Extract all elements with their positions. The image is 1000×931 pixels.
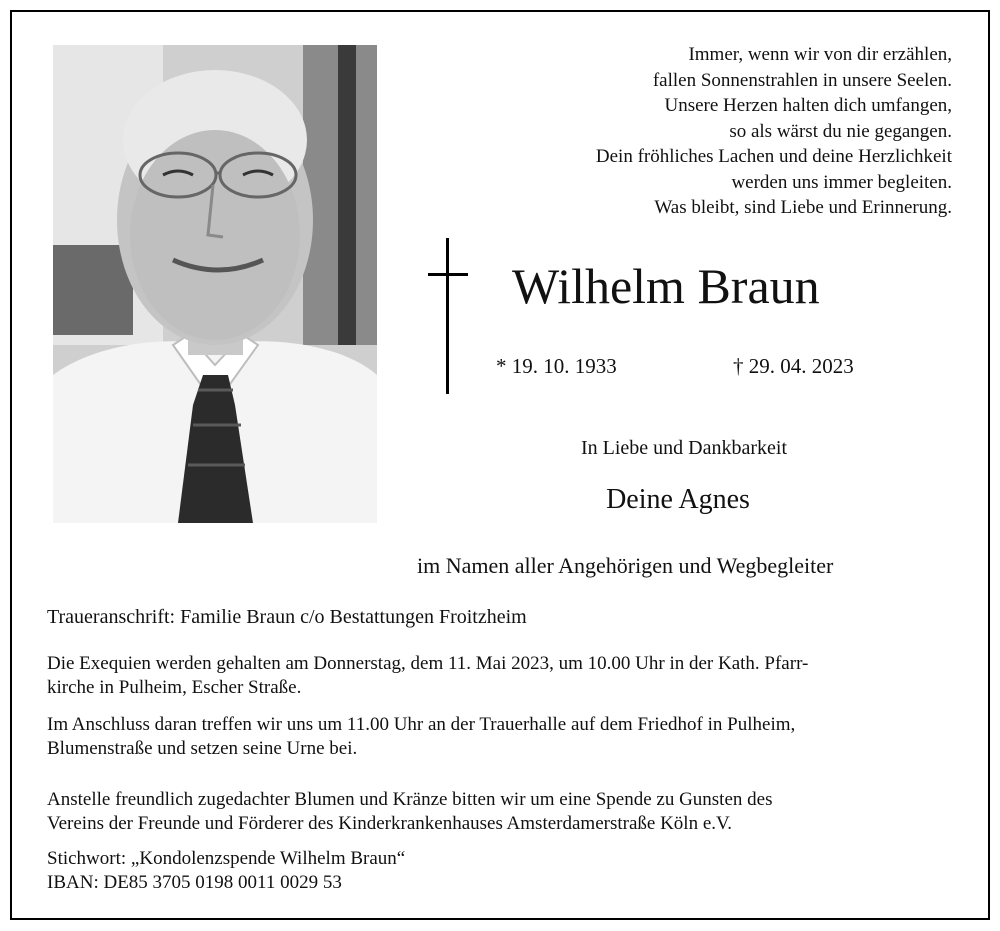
- dedication: In Liebe und Dankbarkeit: [580, 437, 788, 459]
- poem-line: werden uns immer begleiten.: [731, 171, 952, 193]
- donation-keyword: Stichwort: „Kondolenzspende Wilhelm Braun“: [47, 848, 406, 869]
- poem-line: so als wärst du nie gegangen.: [729, 120, 952, 142]
- poem-line: Unsere Herzen halten dich umfangen,: [664, 95, 952, 116]
- poem-line: Was bleibt, sind Liebe und Erinnerung.: [654, 197, 952, 218]
- donation-info: [47, 788, 957, 835]
- donation-line: Anstelle freundlich zugedachter Blumen und Kränze bitten wir um eine Spende zu Gunsten des: [47, 789, 773, 810]
- deceased-name: Wilhelm Braun: [512, 258, 820, 314]
- donation-line: Vereins der Freunde und Förderer des Kinderkrankenhauses Amsterdamerstraße Köln e.V.: [47, 812, 733, 834]
- burial-line: Im Anschluss daran treffen wir uns um 11.00 Uhr an der Trauerhalle auf dem Friedhof in Pulheim,: [47, 714, 796, 735]
- latin-cross-icon: [428, 238, 468, 394]
- birth-date: * 19. 10. 1933: [496, 354, 617, 378]
- poem-line: fallen Sonnenstrahlen in unsere Seelen.: [652, 69, 952, 91]
- mourning-address: Traueranschrift: Familie Braun c/o Bestattungen Froitzheim: [47, 606, 527, 628]
- service-line: kirche in Pulheim, Escher Straße.: [47, 676, 302, 698]
- donation-iban: IBAN: DE85 3705 0198 0011 0029 53: [47, 871, 342, 893]
- service-line: Die Exequien werden gehalten am Donnerstag, dem 11. Mai 2023, um 10.00 Uhr in der Kath. Pfarr-: [47, 653, 809, 674]
- mourner-name: Deine Agnes: [606, 484, 750, 515]
- on-behalf-line: im Namen aller Angehörigen und Wegbegleiter: [417, 553, 834, 578]
- urn-burial-info: [47, 713, 957, 760]
- donation-details: [47, 847, 957, 894]
- portrait-illustration: [53, 45, 377, 523]
- burial-line: Blumenstraße und setzen seine Urne bei.: [47, 737, 358, 759]
- service-info: [47, 652, 957, 699]
- poem: [470, 42, 952, 221]
- poem-line: Dein fröhliches Lachen und deine Herzlichkeit: [595, 146, 952, 167]
- death-date: † 29. 04. 2023: [733, 354, 854, 378]
- portrait-photo: [53, 45, 377, 523]
- poem-line: Immer, wenn wir von dir erzählen,: [688, 44, 952, 65]
